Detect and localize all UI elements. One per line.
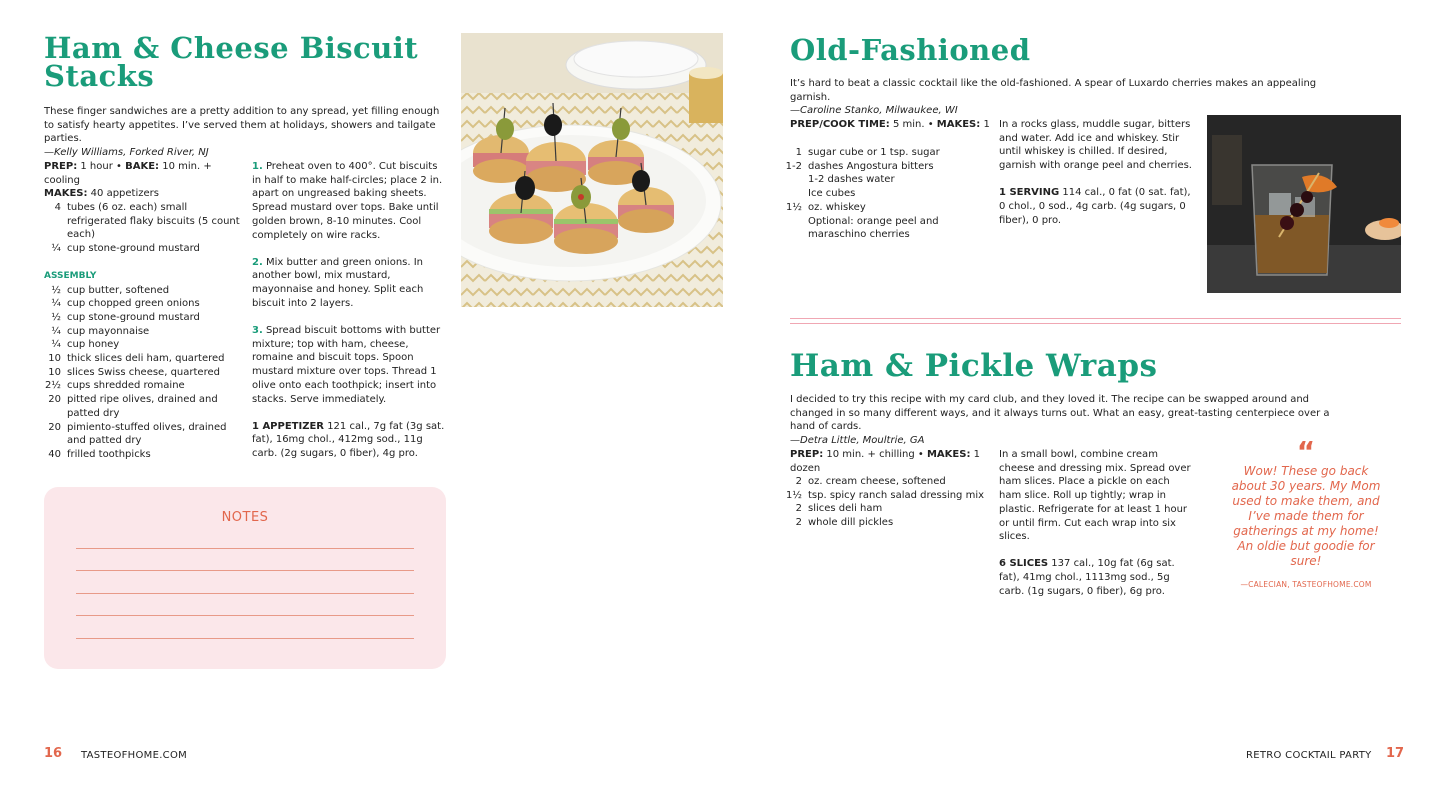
nutrition-info: 1 APPETIZER 121 cal., 7g fat (3g sat. fat), 16mg chol., 412mg sod., 11g carb. (2g sugars, 0 fiber), 4g pro. xyxy=(252,420,445,460)
note-line xyxy=(76,638,414,639)
footer-left: TASTEOFHOME.COM xyxy=(81,750,188,761)
section-divider xyxy=(790,318,1401,319)
section-divider xyxy=(790,323,1401,324)
prep-info: PREP: 10 min. + chilling • MAKES: 1 dozen xyxy=(790,449,981,474)
old-fashioned-photo xyxy=(1207,115,1401,293)
ingredient-row: ¼ cup chopped green onions xyxy=(51,298,200,310)
step-2: 2. Mix butter and green onions. In another bowl, mix mustard, mayonnaise and honey. Split each biscuit into 2 layers. xyxy=(252,256,424,309)
note-line xyxy=(76,593,414,594)
ingredient-row: Ice cubes xyxy=(808,188,856,200)
prep-value: 1 hour xyxy=(80,161,113,172)
ingredient-list xyxy=(785,475,985,530)
ingredient-row: ¼ cup mayonnaise xyxy=(51,325,150,337)
recipe-intro xyxy=(44,105,444,160)
byline: —Detra Little, Moultrie, GA xyxy=(790,435,925,447)
note-line xyxy=(76,570,414,571)
ingredient-row: 4 tubes (6 oz. each) small refrigerated flaky biscuits (5 count each) xyxy=(54,202,240,241)
makes-value: 40 appetizers xyxy=(90,188,159,200)
prep-label: PREP: xyxy=(44,161,78,172)
step-3: 3. Spread biscuit bottoms with butter mixture; top with ham, cheese, romaine and biscuit tops. Spoon mustard mixture over tops. Thread 1 olive onto each toothpick; insert into stacks. Serve immediately. xyxy=(252,325,441,405)
ingredient-row: 1½ tsp. spicy ranch salad dressing mix xyxy=(785,489,985,501)
prep-info: PREP: 1 hour • BAKE: 10 min. + cooling MAKES: 40 appetizers xyxy=(44,161,212,200)
ingredient-row: 2 whole dill pickles xyxy=(795,517,894,529)
ingredient-row: 10 thick slices deli ham, quartered xyxy=(48,353,225,365)
ingredient-row: 40 frilled toothpicks xyxy=(48,448,151,460)
note-line xyxy=(76,548,414,549)
byline: —Caroline Stanko, Milwaukee, WI xyxy=(790,105,958,117)
ingredient-list xyxy=(44,201,240,462)
recipe-steps xyxy=(252,160,447,474)
recipe-title-pickle-wraps: Ham & Pickle Wraps xyxy=(790,348,1158,384)
intro-text: I decided to try this recipe with my card club, and they loved it. The recipe can be swapped around and changed in so many different ways, and it always turns out. What an easy, great-tasting centerpiece over a hand of cards. xyxy=(790,394,1330,433)
recipe-title-old-fashioned: Old-Fashioned xyxy=(790,33,1031,67)
nutrition-info: 6 SLICES 137 cal., 10g fat (6g sat. fat), 41mg chol., 1113mg sod., 5g carb. (1g sugars, 0 fiber), 6g pro. xyxy=(999,558,1175,597)
intro-text: It’s hard to beat a classic cocktail like the old-fashioned. A spear of Luxardo cherries makes an appealing garnish. xyxy=(790,78,1317,103)
page-number-left: 16 xyxy=(44,746,63,761)
step-1: 1. Preheat oven to 400°. Cut biscuits in half to make half-circles; place 2 in. apart on ungreased baking sheets. Spread mustard over tops. Bake until golden brown, 8-10 minutes. Cool completely on wire racks. xyxy=(252,161,443,241)
ingredient-row: 10 slices Swiss cheese, quartered xyxy=(48,366,220,378)
ingredient-row: 1 sugar cube or 1 tsp. sugar xyxy=(795,147,940,158)
prep-info: PREP/COOK TIME: 5 min. • MAKES: 1 xyxy=(790,119,990,130)
makes-label: MAKES: xyxy=(44,188,88,200)
quote-attribution: —CALECIAN, TASTEOFHOME.COM xyxy=(1240,580,1372,589)
note-line xyxy=(76,615,414,616)
ingredient-row: 1-2 dashes water xyxy=(808,174,895,186)
recipe-intro xyxy=(790,77,1350,118)
page-number-right: 17 xyxy=(1386,746,1405,761)
ingredient-row: 1-2 dashes Angostura bitters xyxy=(785,160,934,172)
quote-mark-icon: “ xyxy=(1296,435,1316,468)
intro-text: These finger sandwiches are a pretty addition to any spread, yet filling enough to satisfy hearty appetites. I’ve served them at holidays, showers and tailgate parties. xyxy=(44,106,440,145)
ingredient-row: 2 slices deli ham xyxy=(795,503,883,515)
ingredient-row: 2½ cups shredded romaine xyxy=(44,380,185,392)
ingredient-row: ¼ cup honey xyxy=(51,339,120,351)
ingredient-row: ¼ cup stone-ground mustard xyxy=(51,243,200,255)
ingredient-row: 2 oz. cream cheese, softened xyxy=(795,476,946,487)
directions-text: In a rocks glass, muddle sugar, bitters and water. Add ice and whiskey. Stir until whiskey is chilled. If desired, garnish with orange peel and cherries. xyxy=(999,119,1192,172)
recipe-directions xyxy=(999,118,1195,241)
ingredient-list xyxy=(785,146,945,242)
ingredient-row: 20 pimiento-stuffed olives, drained and patted dry xyxy=(48,421,227,447)
assembly-heading: ASSEMBLY xyxy=(44,270,97,281)
quote-text: Wow! These go back about 30 years. My Mom used to make them, and I’ve made them for gatherings at my home! An oldie but goodie for sure! xyxy=(1231,464,1381,568)
footer-right: RETRO COCKTAIL PARTY xyxy=(1246,750,1372,761)
recipe-title-ham-cheese: Ham & Cheese Biscuit Stacks xyxy=(44,31,419,93)
nutrition-info: 1 SERVING 114 cal., 0 fat (0 sat. fat), 0 chol., 0 sod., 4g carb. (4g sugars, 0 fiber), 0 pro. xyxy=(999,187,1191,226)
bake-value: 10 min. + cooling xyxy=(44,161,212,186)
byline: —Kelly Williams, Forked River, NJ xyxy=(44,147,209,159)
ingredient-row: 20 pitted ripe olives, drained and patted dry xyxy=(48,394,218,419)
notes-title: NOTES xyxy=(221,510,269,525)
ingredient-row: ½ cup butter, softened xyxy=(51,284,170,296)
reader-quote xyxy=(1226,435,1386,592)
ingredient-row: 1½ oz. whiskey xyxy=(785,201,866,213)
recipe-directions xyxy=(999,448,1195,612)
notes-box xyxy=(44,487,446,669)
bake-label: BAKE: xyxy=(125,161,160,172)
biscuit-stacks-photo xyxy=(461,33,723,307)
ingredient-row: ½ cup stone-ground mustard xyxy=(51,311,200,323)
ingredient-row: Optional: orange peel and maraschino cherries xyxy=(808,215,939,241)
directions-text: In a small bowl, combine cream cheese and dressing mix. Spread over ham slices. Place a pickle on each ham slice. Roll up tightly; wrap in plastic. Refrigerate for at least 1 hour or until firm. Cut each wrap into six slices. xyxy=(999,449,1191,543)
